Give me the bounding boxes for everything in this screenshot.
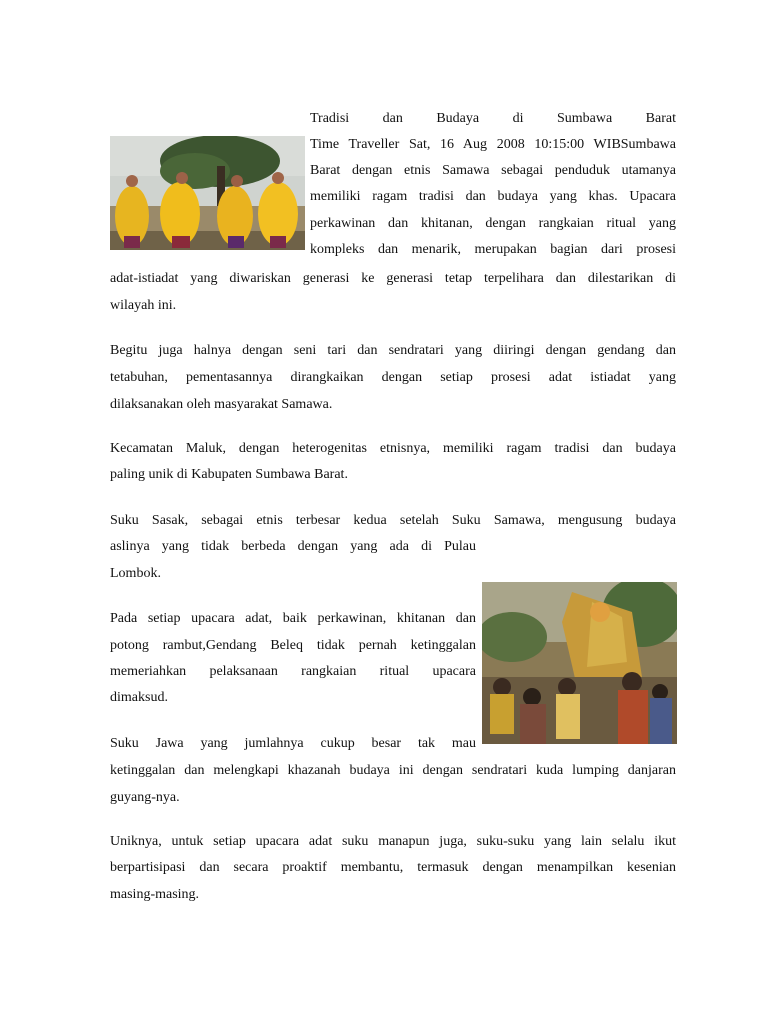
text-line: wilayah ini. bbox=[110, 298, 177, 313]
text-line: Begitu juga halnya dengan seni tari dan sendratari yang diiringi dengan gendang dan bbox=[110, 343, 676, 358]
text-line: guyang-nya. bbox=[110, 790, 180, 805]
text-line: masing-masing. bbox=[110, 887, 200, 902]
dancers-photo bbox=[110, 136, 305, 250]
procession-photo bbox=[482, 582, 677, 744]
text-line: tetabuhan, pementasannya dirangkaikan dengan setiap prosesi adat istiadat yang bbox=[110, 370, 676, 385]
text-line: aslinya yang tidak berbeda dengan yang ada di Pulau bbox=[110, 539, 476, 554]
article-title-line: Tradisi dan Budaya di Sumbawa Barat bbox=[310, 111, 676, 126]
text-line: kompleks dan menarik, merupakan bagian dari prosesi bbox=[310, 242, 676, 257]
text-line: dilaksanakan oleh masyarakat Samawa. bbox=[110, 397, 333, 412]
text-line: Pada setiap upacara adat, baik perkawinan, khitanan dan bbox=[110, 611, 476, 626]
text-line: potong rambut,Gendang Beleq tidak pernah ketinggalan bbox=[110, 638, 476, 653]
text-line: Time Traveller Sat, 16 Aug 2008 10:15:00 WIBSumbawa bbox=[310, 137, 676, 152]
text-line: Barat dengan etnis Samawa sebagai penduduk utamanya bbox=[310, 163, 676, 178]
text-line: adat-istiadat yang diwariskan generasi ke generasi tetap terpelihara dan dilestarikan di bbox=[110, 271, 676, 286]
text-line: ketinggalan dan melengkapi khazanah budaya ini dengan sendratari kuda lumping danjaran bbox=[110, 763, 676, 778]
text-line: Suku Sasak, sebagai etnis terbesar kedua setelah Suku Samawa, mengusung budaya bbox=[110, 513, 676, 528]
text-line: Kecamatan Maluk, dengan heterogenitas etnisnya, memiliki ragam tradisi dan budaya bbox=[110, 441, 676, 456]
text-line: dimaksud. bbox=[110, 690, 168, 705]
text-line: perkawinan dan khitanan, dengan rangkaian ritual yang bbox=[310, 216, 676, 231]
text-line: Lombok. bbox=[110, 566, 161, 581]
text-line: Suku Jawa yang jumlahnya cukup besar tak mau bbox=[110, 736, 476, 751]
text-line: memiliki ragam tradisi dan budaya yang khas. Upacara bbox=[310, 189, 676, 204]
text-line: Uniknya, untuk setiap upacara adat suku manapun juga, suku-suku yang lain selalu ikut bbox=[110, 834, 676, 849]
text-line: paling unik di Kabupaten Sumbawa Barat. bbox=[110, 467, 348, 482]
text-line: memeriahkan pelaksanaan rangkaian ritual upacara bbox=[110, 664, 476, 679]
text-line: berpartisipasi dan secara proaktif membantu, termasuk dengan menampilkan kesenian bbox=[110, 860, 676, 875]
